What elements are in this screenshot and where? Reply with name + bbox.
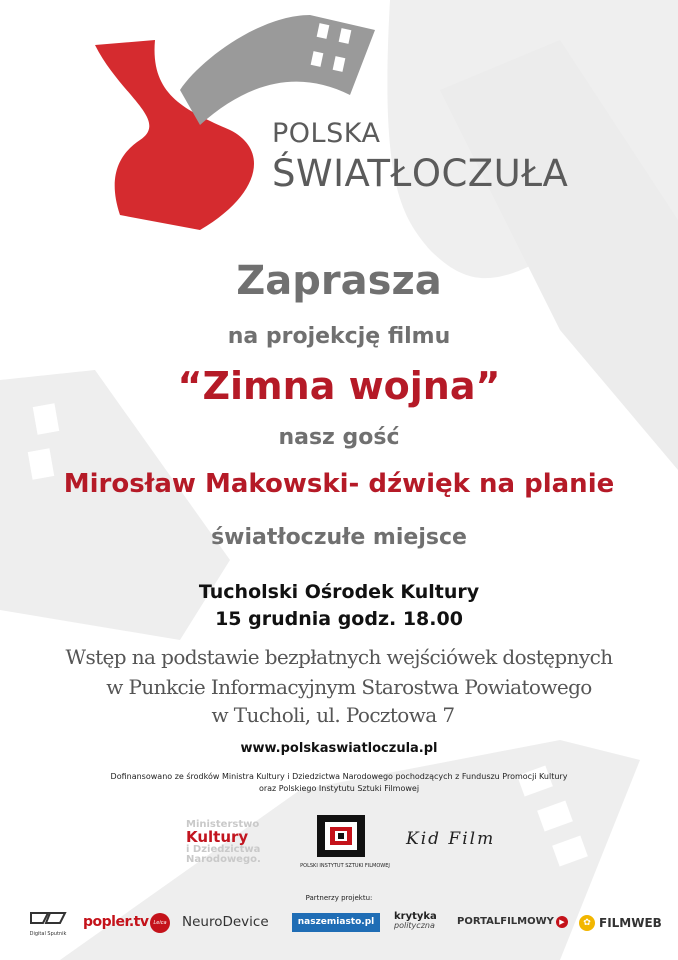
krytyka-line-1: krytyka bbox=[394, 911, 437, 922]
film-title: “Zimna wojna” bbox=[177, 364, 501, 408]
pisf-caption: POLSKI INSTYTUT SZTUKI FILMOWEJ bbox=[300, 863, 390, 869]
ministry-culture-logo bbox=[186, 820, 276, 865]
website-link[interactable]: www.polskaswiatloczula.pl bbox=[240, 741, 438, 756]
portal-filmowy-icon: ▶ bbox=[556, 916, 568, 928]
neurodevice-logo: NeuroDevice bbox=[182, 914, 269, 930]
funding-line-2: oraz Polskiego Instytutu Sztuki Filmowej bbox=[258, 784, 420, 793]
filmweb-icon: ✿ bbox=[579, 915, 595, 931]
krytyka-polityczna-logo bbox=[394, 912, 437, 930]
digital-sputnik-icon bbox=[28, 910, 68, 926]
leica-logo: Leica bbox=[150, 913, 170, 933]
ministry-logo-line: i Dziedzictwa bbox=[186, 844, 261, 855]
digital-sputnik-logo bbox=[25, 910, 71, 937]
partners-label: Partnerzy projektu: bbox=[305, 894, 373, 902]
place-label: światłoczułe miejsce bbox=[211, 525, 467, 550]
logo-text-swiatloczula: ŚWIATŁOCZUŁA bbox=[272, 152, 569, 195]
event-date: 15 grudnia godz. 18.00 bbox=[215, 608, 463, 630]
funding-line-1: Dofinansowano ze środków Ministra Kultury i Dziedzictwa Narodowego pochodzących z Funduszu Promocji Kultury bbox=[110, 772, 568, 781]
krytyka-line-2: polityczna bbox=[394, 921, 435, 930]
guest-label: nasz gość bbox=[278, 425, 400, 450]
ministry-logo-line: Kultury bbox=[186, 828, 249, 846]
logo-text-polska: POLSKA bbox=[272, 118, 381, 149]
event-venue: Tucholski Ośrodek Kultury bbox=[198, 581, 480, 603]
invite-screening-line: na projekcję filmu bbox=[227, 324, 451, 349]
naszemiasto-logo: naszemiasto.pl bbox=[292, 913, 380, 932]
ministry-logo-line: Narodowego. bbox=[186, 854, 261, 865]
filmweb-logo: FILMWEB bbox=[599, 916, 662, 930]
pisf-logo-icon bbox=[316, 814, 366, 858]
ministry-logo-line: Ministerstwo bbox=[186, 819, 260, 830]
invite-heading: Zaprasza bbox=[236, 258, 442, 304]
entry-info-line-1: Wstęp na podstawie bezpłatnych wejściówek dostępnych bbox=[65, 645, 613, 669]
popler-logo: popler.tv bbox=[83, 914, 149, 930]
entry-info-line-3: w Tucholi, ul. Pocztowa 7 bbox=[211, 703, 455, 727]
entry-info-line-2: w Punkcie Informacyjnym Starostwa Powiatowego bbox=[106, 675, 592, 699]
kid-film-logo: Kid Film bbox=[406, 829, 496, 849]
portal-filmowy-logo: PORTALFILMOWY bbox=[457, 916, 554, 927]
guest-name: Mirosław Makowski- dźwięk na planie bbox=[63, 469, 615, 499]
digital-sputnik-label: Digital Sputnik bbox=[29, 931, 67, 937]
